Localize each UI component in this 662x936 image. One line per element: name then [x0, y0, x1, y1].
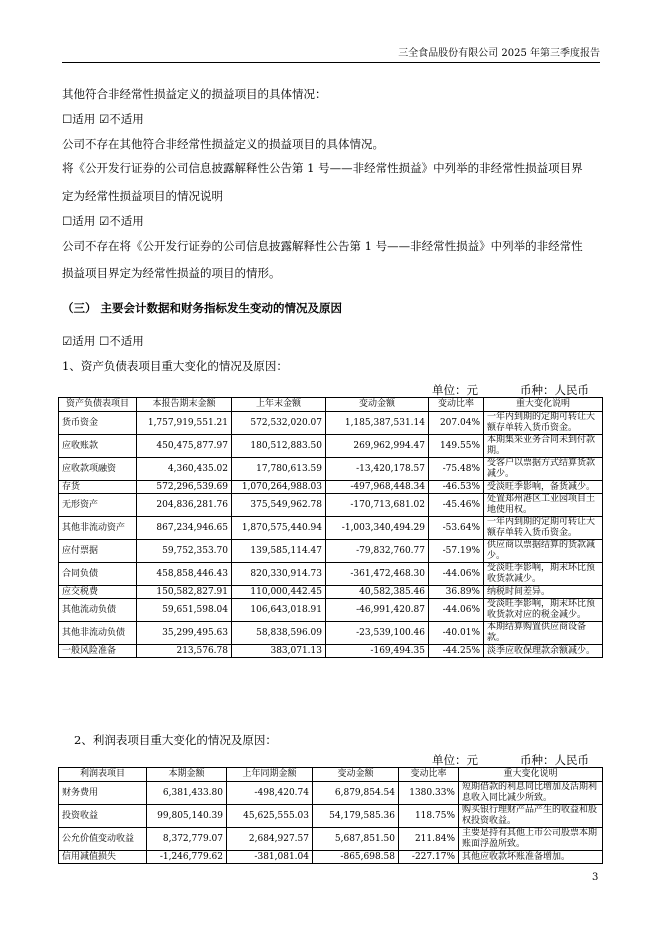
- column-header: 变动金额: [326, 398, 429, 412]
- item-name: 货币资金: [59, 412, 137, 435]
- prior-amount: 820,330,914.73: [232, 563, 326, 586]
- change-reason: 本期集采业务合同未到付款期。: [484, 435, 603, 458]
- change-ratio: -75.48%: [429, 458, 484, 481]
- prior-amount: 17,780,613.59: [232, 458, 326, 481]
- change-amount: -23,539,100.46: [326, 622, 429, 645]
- table-row: [59, 782, 603, 805]
- change-ratio: 207.04%: [429, 412, 484, 435]
- change-reason: 纳税时间差异。: [484, 586, 603, 599]
- change-ratio: -227.17%: [399, 851, 459, 864]
- change-amount: -169,494.35: [326, 645, 429, 658]
- change-reason: 本期结算购置供应商设备款。: [484, 622, 603, 645]
- item-name: 合同负债: [59, 563, 137, 586]
- change-amount: -46,991,420.87: [326, 599, 429, 622]
- change-ratio: -44.06%: [429, 599, 484, 622]
- current-amount: 213,576.78: [137, 645, 232, 658]
- column-header: 变动比率: [429, 398, 484, 412]
- current-amount: 572,296,539.69: [137, 481, 232, 494]
- column-header: 资产负债表项目: [59, 398, 137, 412]
- table-header-row: [59, 398, 603, 412]
- item-name: 应收账款: [59, 435, 137, 458]
- change-amount: -13,420,178.57: [326, 458, 429, 481]
- table-row: [59, 645, 603, 658]
- section-title: （三） 主要会计数据和财务指标发生变动的情况及原因: [62, 301, 343, 315]
- current-amount: 4,360,435.02: [137, 458, 232, 481]
- report-title: 三全食品股份有限公司 2025 年第三季度报告: [398, 48, 600, 59]
- item-name: 投资收益: [59, 805, 147, 828]
- table-row: [59, 481, 603, 494]
- balance-sheet-table: [58, 397, 603, 658]
- currency-label: 币种：人民币: [520, 753, 589, 767]
- current-amount: 8,372,779.07: [147, 828, 227, 851]
- item-name: 应收款项融资: [59, 458, 137, 481]
- prior-amount: 2,684,927.57: [227, 828, 313, 851]
- subsection-income-statement: 2、利润表项目重大变化的情况及原因：: [74, 733, 277, 747]
- current-amount: 59,651,598.04: [137, 599, 232, 622]
- paragraph-reclassify-line2: 定为经常性损益项目的情况说明: [62, 189, 223, 203]
- current-amount: 867,234,946.65: [137, 517, 232, 540]
- change-ratio: 149.55%: [429, 435, 484, 458]
- column-header: 上年同期金额: [227, 768, 313, 782]
- subsection-balance-sheet: 1、资产负债表项目重大变化的情况及原因：: [62, 359, 288, 373]
- change-ratio: -44.06%: [429, 563, 484, 586]
- income-statement-table: [58, 767, 603, 864]
- current-amount: 1,757,919,551.21: [137, 412, 232, 435]
- change-amount: -497,968,448.34: [326, 481, 429, 494]
- current-amount: 35,299,495.63: [137, 622, 232, 645]
- item-name: 存货: [59, 481, 137, 494]
- change-reason: 处置郑州港区工业园项目土地使用权。: [484, 494, 603, 517]
- prior-amount: 572,532,020.07: [232, 412, 326, 435]
- current-amount: 204,836,281.76: [137, 494, 232, 517]
- table-row: [59, 517, 603, 540]
- prior-amount: 375,549,962.78: [232, 494, 326, 517]
- column-header: 重大变化说明: [484, 398, 603, 412]
- prior-amount: -498,420.74: [227, 782, 313, 805]
- paragraph-other-items: 其他符合非经常性损益定义的损益项目的具体情况：: [62, 87, 327, 101]
- change-amount: 269,962,994.47: [326, 435, 429, 458]
- column-header: 利润表项目: [59, 768, 147, 782]
- column-header: 变动比率: [399, 768, 459, 782]
- change-amount: -865,698.58: [313, 851, 399, 864]
- change-ratio: 1380.33%: [399, 782, 459, 805]
- prior-amount: 106,643,018.91: [232, 599, 326, 622]
- change-reason: 供应商以票据结算的货款减少。: [484, 540, 603, 563]
- item-name: 信用减值损失: [59, 851, 147, 864]
- applicability-checkbox: ☐适用 ☑不适用: [62, 112, 144, 126]
- paragraph-no-other-items: 公司不存在其他符合非经常性损益定义的损益项目的具体情况。: [62, 137, 384, 151]
- table-row: [59, 540, 603, 563]
- prior-amount: 58,838,596.09: [232, 622, 326, 645]
- column-header: 重大变化说明: [459, 768, 603, 782]
- change-reason: 一年内到期的定期可转让大额存单转入货币资金。: [484, 517, 603, 540]
- table-row: [59, 851, 603, 864]
- change-amount: 1,185,387,531.14: [326, 412, 429, 435]
- prior-amount: 180,512,883.50: [232, 435, 326, 458]
- prior-amount: -381,081.04: [227, 851, 313, 864]
- change-amount: 40,582,385.46: [326, 586, 429, 599]
- prior-amount: 1,070,264,988.03: [232, 481, 326, 494]
- column-header: 变动金额: [313, 768, 399, 782]
- table-row: [59, 563, 603, 586]
- table-row: [59, 458, 603, 481]
- applicability-checkbox: ☐适用 ☑不适用: [62, 214, 144, 228]
- change-reason: 购买银行理财产品产生的收益和股权投资收益。: [459, 805, 603, 828]
- prior-amount: 45,625,555.03: [227, 805, 313, 828]
- change-amount: -361,472,468.30: [326, 563, 429, 586]
- change-amount: 6,879,854.54: [313, 782, 399, 805]
- item-name: 其他非流动资产: [59, 517, 137, 540]
- paragraph-reclassify-line1: 将《公开发行证券的公司信息披露解释性公告第 1 号——非经常性损益》中列举的非经常性损益项目界: [62, 161, 583, 175]
- change-ratio: 36.89%: [429, 586, 484, 599]
- change-reason: 一年内到期的定期可转让大额存单转入货币资金。: [484, 412, 603, 435]
- item-name: 应交税费: [59, 586, 137, 599]
- change-ratio: -45.46%: [429, 494, 484, 517]
- table-header-row: [59, 768, 603, 782]
- change-ratio: -53.64%: [429, 517, 484, 540]
- change-reason: 主要是持有其他上市公司股票本期账面浮盈所致。: [459, 828, 603, 851]
- item-name: 一般风险准备: [59, 645, 137, 658]
- table-row: [59, 622, 603, 645]
- paragraph-no-reclassify-line1: 公司不存在将《公开发行证券的公司信息披露解释性公告第 1 号——非经常性损益》中列举的非经常性: [62, 239, 583, 253]
- prior-amount: 110,000,442.45: [232, 586, 326, 599]
- applicability-checkbox: ☑适用 ☐不适用: [62, 334, 144, 348]
- change-reason: 淡季应收保理款余额减少。: [484, 645, 603, 658]
- current-amount: 450,475,877.97: [137, 435, 232, 458]
- table-row: [59, 805, 603, 828]
- current-amount: 150,582,827.91: [137, 586, 232, 599]
- item-name: 应付票据: [59, 540, 137, 563]
- item-name: 其他流动负债: [59, 599, 137, 622]
- prior-amount: 139,585,114.47: [232, 540, 326, 563]
- paragraph-no-reclassify-line2: 损益项目界定为经常性损益的项目的情形。: [62, 266, 281, 280]
- page-number: 3: [592, 872, 599, 883]
- table-row: [59, 828, 603, 851]
- change-amount: 54,179,585.36: [313, 805, 399, 828]
- column-header: 本报告期末金额: [137, 398, 232, 412]
- current-amount: -1,246,779.62: [147, 851, 227, 864]
- change-amount: 5,687,851.50: [313, 828, 399, 851]
- change-reason: 受淡旺季影响，期末环比预收货款减少。: [484, 563, 603, 586]
- column-header: 上年末金额: [232, 398, 326, 412]
- change-amount: -170,713,681.02: [326, 494, 429, 517]
- change-amount: -1,003,340,494.29: [326, 517, 429, 540]
- table-row: [59, 599, 603, 622]
- change-ratio: -46.53%: [429, 481, 484, 494]
- prior-amount: 383,071.13: [232, 645, 326, 658]
- change-ratio: -40.01%: [429, 622, 484, 645]
- current-amount: 6,381,433.80: [147, 782, 227, 805]
- prior-amount: 1,870,575,440.94: [232, 517, 326, 540]
- current-amount: 458,858,446.43: [137, 563, 232, 586]
- page-header: [62, 48, 600, 63]
- current-amount: 59,752,353.70: [137, 540, 232, 563]
- change-ratio: 118.75%: [399, 805, 459, 828]
- change-ratio: -44.25%: [429, 645, 484, 658]
- item-name: 无形资产: [59, 494, 137, 517]
- currency-label: 币种：人民币: [520, 383, 589, 397]
- change-reason: 受客户以票据方式结算货款减少。: [484, 458, 603, 481]
- change-ratio: -57.19%: [429, 540, 484, 563]
- item-name: 公允价值变动收益: [59, 828, 147, 851]
- table-row: [59, 412, 603, 435]
- change-reason: 其他应收款坏账准备增加。: [459, 851, 603, 864]
- change-reason: 短期借款的利息同比增加及活期利息收入同比减少所致。: [459, 782, 603, 805]
- current-amount: 99,805,140.39: [147, 805, 227, 828]
- change-reason: 受淡旺季影响，备货减少。: [484, 481, 603, 494]
- table-row: [59, 586, 603, 599]
- change-ratio: 211.84%: [399, 828, 459, 851]
- table-row: [59, 435, 603, 458]
- change-reason: 受淡旺季影响，期末环比预收货款对应的税金减少。: [484, 599, 603, 622]
- table-row: [59, 494, 603, 517]
- unit-label: 单位：元: [432, 383, 478, 397]
- item-name: 其他非流动负债: [59, 622, 137, 645]
- change-amount: -79,832,760.77: [326, 540, 429, 563]
- unit-label: 单位：元: [432, 753, 478, 767]
- column-header: 本期金额: [147, 768, 227, 782]
- item-name: 财务费用: [59, 782, 147, 805]
